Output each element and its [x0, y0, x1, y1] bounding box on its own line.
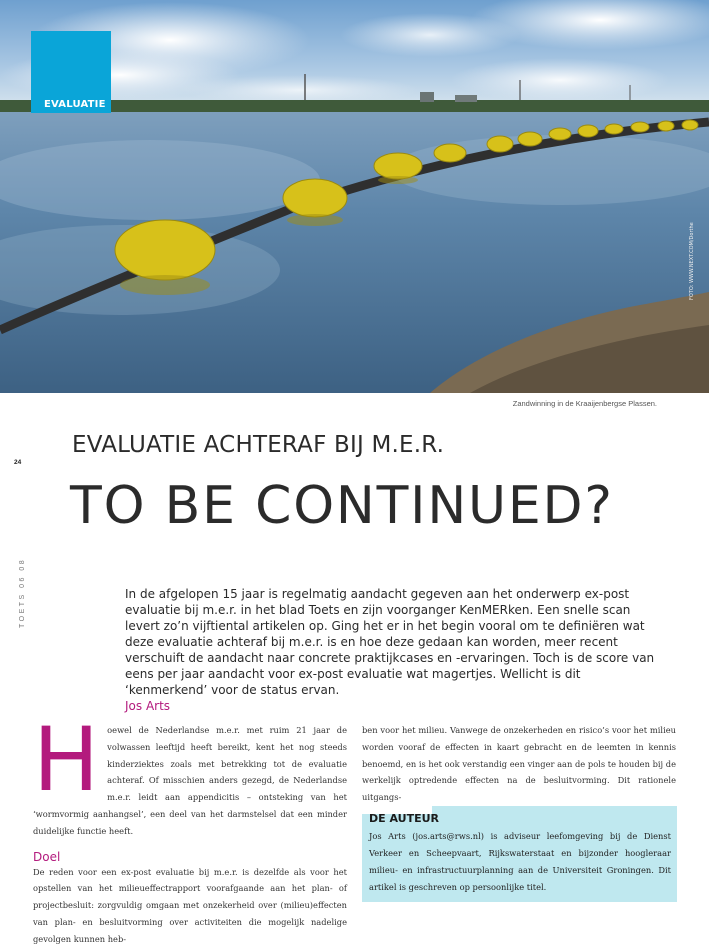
section-tag-label: EVALUATIE: [44, 99, 106, 110]
body-column-left: [33, 708, 347, 948]
photo-caption: Zandwinning in de Kraaijenbergse Plassen.: [512, 399, 657, 408]
author-box-heading: DE AUTEUR: [369, 812, 440, 825]
article-intro: [125, 586, 662, 714]
paragraph-3: ben voor het milieu. Vanwege de onzekerheden en risico’s voor het milieu worden vooraf de effecten in kaart gebracht en de leemten in kennis benoemd, en is het ook verstandig een vinger aan de pols te houden bij de werkelijk optredende effecten na de besluitvorming. Dit rationele uitgangs-: [362, 725, 676, 803]
journal-issue-mark: TOETS 06 08: [19, 557, 26, 628]
author-box: [362, 806, 677, 902]
article-title: TO BE CONTINUED?: [70, 476, 614, 536]
drop-cap: H: [33, 708, 100, 811]
paragraph-2: De reden voor een ex-post evaluatie bij m.e.r. is dezelfde als voor het opstellen van het milieueffectrapport voorafgaande aan het plan- of projectbesluit: zorgvuldig omgaan met onzekerheid over (milieu)effecten van plan- en besluitvorming over activiteiten die mogelijk nadelige gevolgen kunnen heb-: [33, 866, 347, 944]
author-box-text: Jos Arts (jos.arts@rws.nl) is adviseur leefomgeving bij de Dienst Verkeer en Scheepvaart, Rijkswaterstaat en bijzonder hoogleraar milieu- en infrastructuurplanning aan de Universiteit Groningen. Dit artikel is geschreven op persoonlijke titel.: [369, 831, 671, 892]
article-kicker: EVALUATIE ACHTERAF BIJ M.E.R.: [72, 432, 445, 458]
photo-credit: FOTO: WWW.NEXT.COM/Dorthe: [689, 222, 695, 300]
body-column-right: [362, 722, 676, 806]
section-heading-doel: Doel: [33, 849, 61, 864]
page-number: 24: [14, 459, 22, 466]
intro-author: Jos Arts: [125, 699, 171, 713]
paragraph-1: oewel de Nederlandse m.e.r. met ruim 21 jaar de volwassen leeftijd heeft bereikt, kent het nog steeds kinderziektes zoals met betrekking tot de evaluatie achteraf. Of misschien anders gezegd, de Nederlandse m.e.r. leidt aan appendicitis – ontsteking van het ‘wormvormig aanhangsel’, een deel van het darmstelsel dat een minder duidelijke functie heeft.: [33, 725, 347, 836]
intro-text: In de afgelopen 15 jaar is regelmatig aandacht gegeven aan het onderwerp ex-post evaluatie bij m.e.r. in het blad Toets en zijn voorganger KenMERken. Een snelle scan levert zo’n vijftiental artikelen op. Ging het er in het begin vooral om te definiëren wat deze evaluatie achteraf bij m.e.r. is en hoe deze gedaan kan worden, meer recent verschuift de aandacht naar concrete praktijkcases en -ervaringen. Toch is de score van eens per jaar aandacht voor ex-post evaluatie wat magertjes. Wellicht is dit ‘kenmerkend’ voor de status ervan.: [125, 587, 655, 697]
